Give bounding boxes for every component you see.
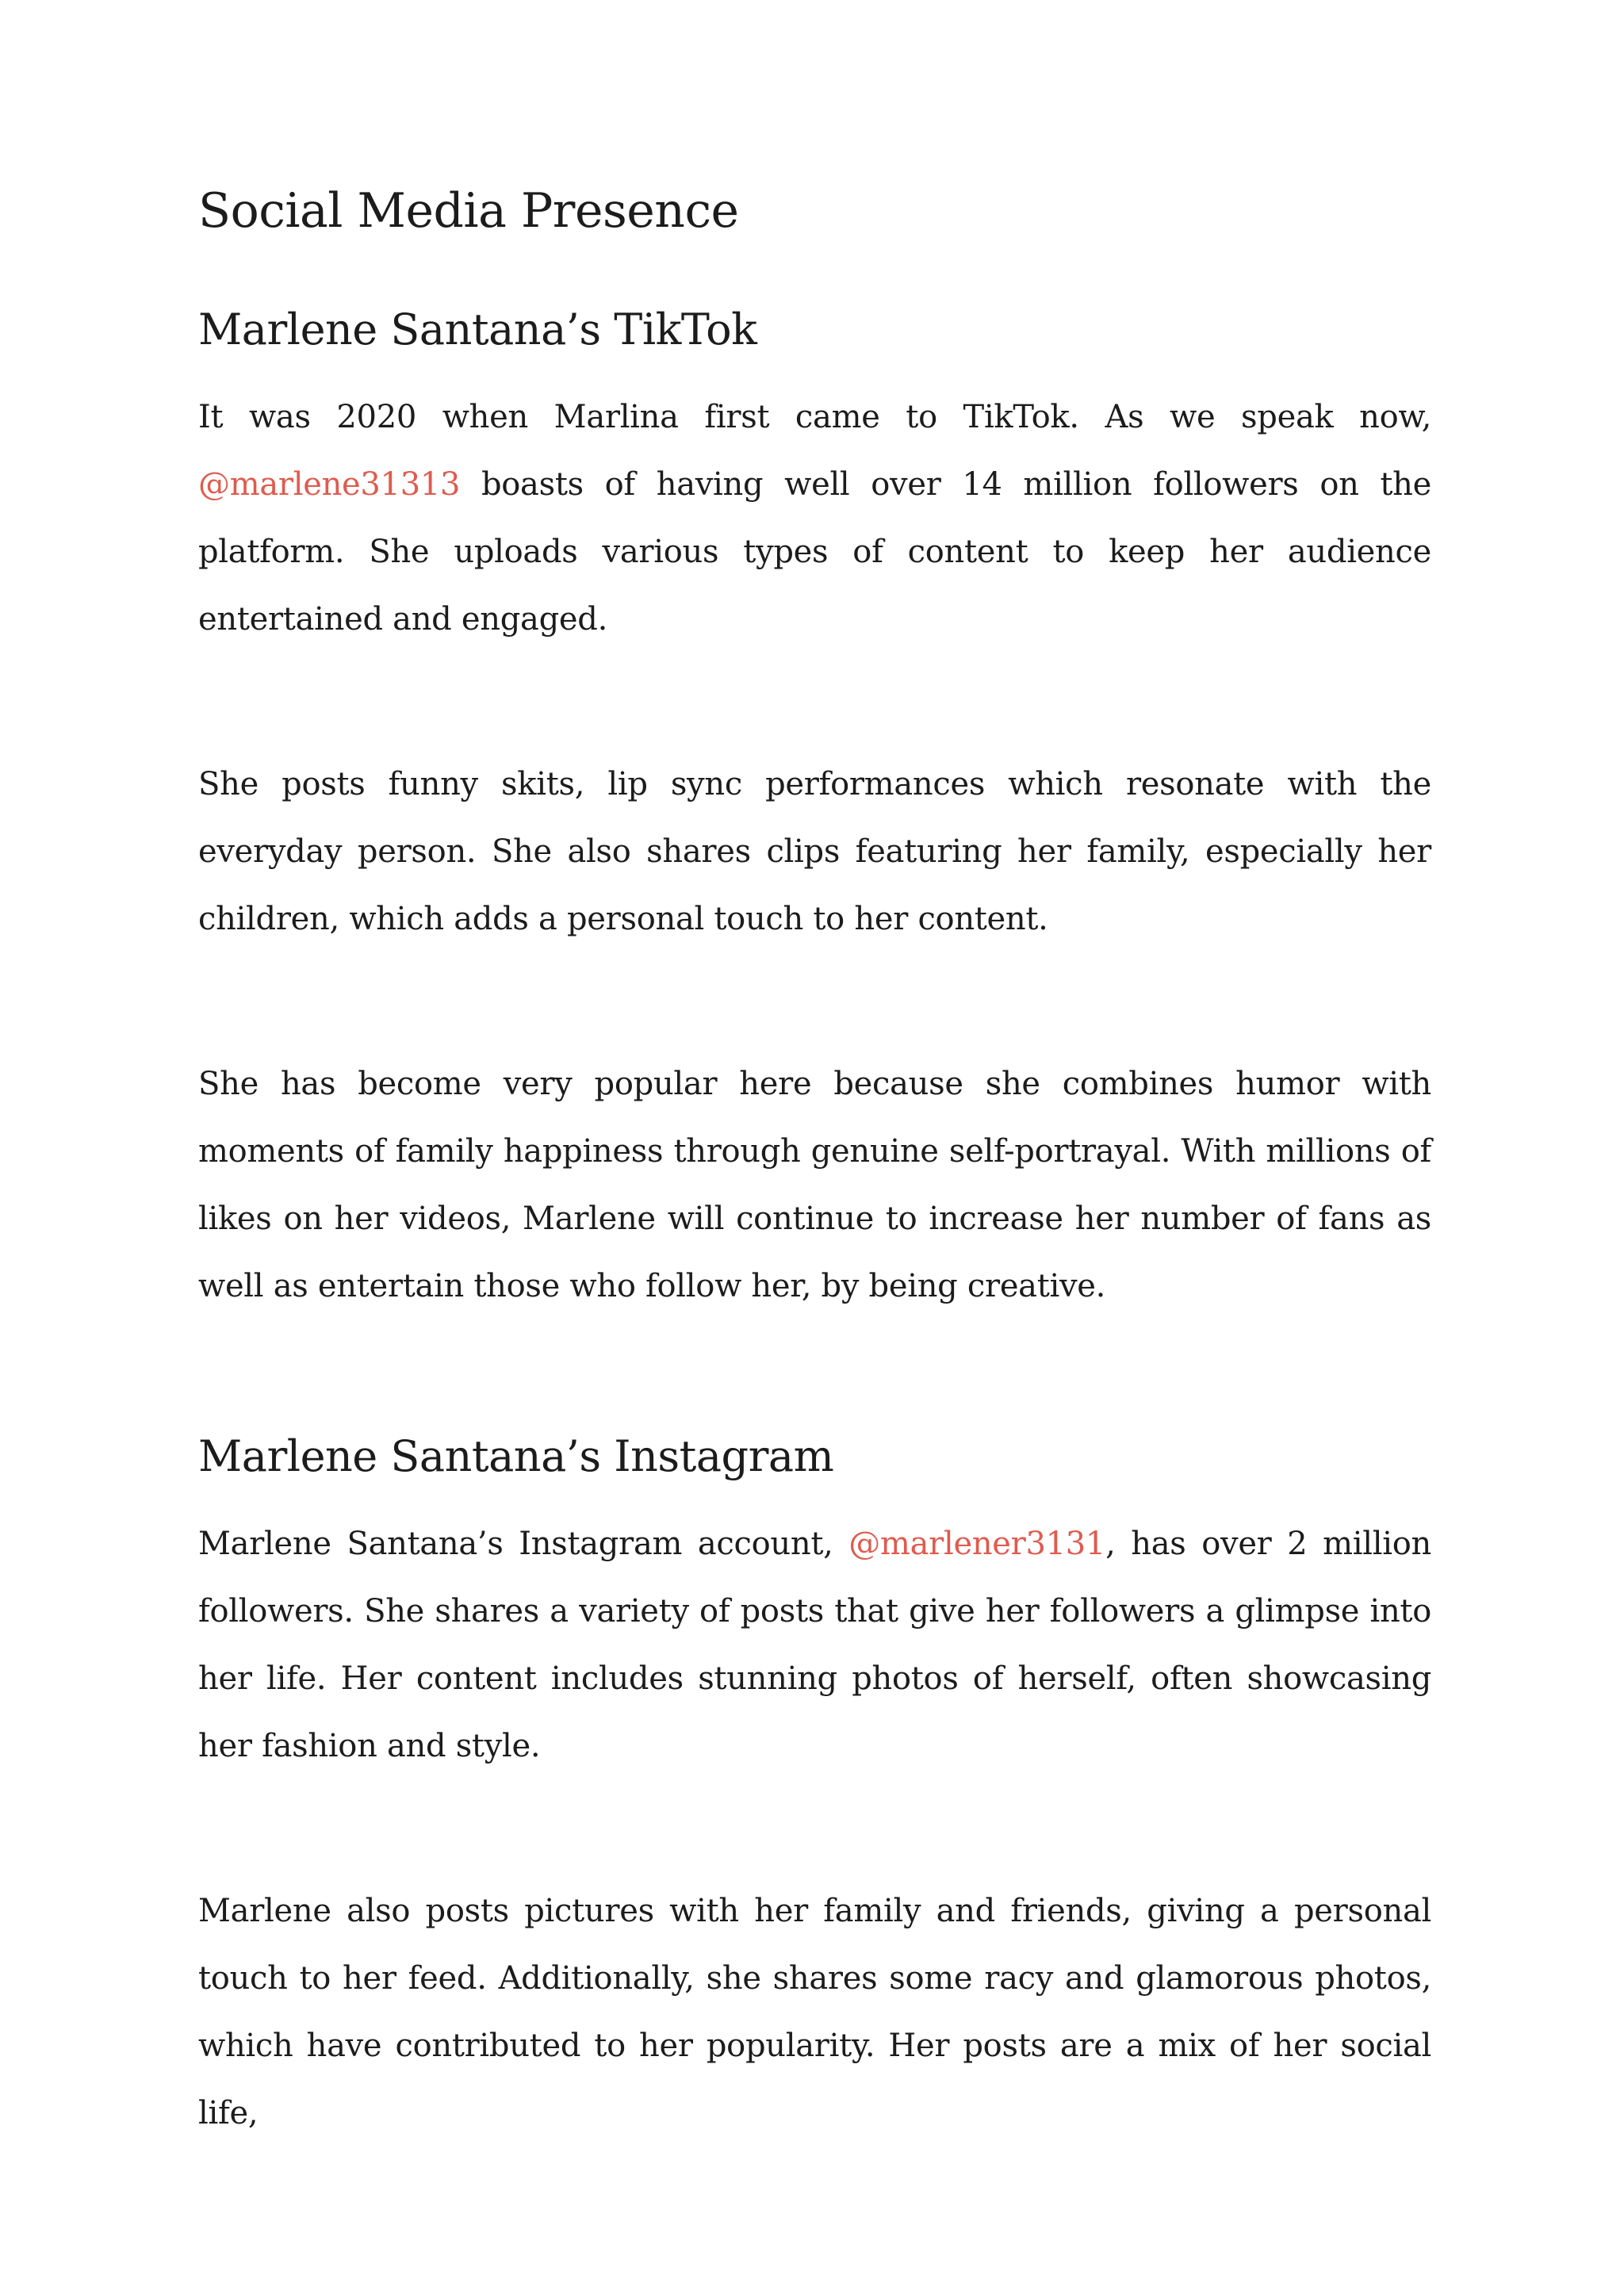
instagram-handle-link[interactable]: @marlener3131 [848, 1525, 1106, 1562]
paragraph-text: It was 2020 when Marlina first came to TikTok. As we speak now, [198, 398, 1431, 435]
instagram-paragraph-1 [198, 1511, 1431, 1780]
tiktok-paragraph-2: She posts funny skits, lip sync performances which resonate with the everyday person. She also shares clips featuring her family, especially her children, which adds a personal touch to her content. [198, 765, 1431, 937]
tiktok-paragraph-3: She has become very popular here because she combines humor with moments of family happiness through genuine self-portrayal. With millions of likes on her videos, Marlene will continue to increase her number of fans as well as entertain those who follow her, by being creative. [198, 1065, 1431, 1304]
tiktok-section [198, 304, 1431, 1320]
instagram-section [198, 1431, 1431, 2147]
document-page [198, 182, 1431, 2147]
page-title: Social Media Presence [198, 183, 739, 239]
paragraph-text: , has over 2 million followers. She shares a variety of posts that give her followers a glimpse into her life. Her content includes stunning photos of herself, often showcasing her fashion and style. [198, 1525, 1431, 1764]
tiktok-handle-link[interactable]: @marlene31313 [198, 465, 461, 503]
instagram-heading: Marlene Santana’s Instagram [198, 1430, 834, 1481]
paragraph-text: Marlene Santana’s Instagram account, [198, 1525, 849, 1562]
instagram-paragraph-2: Marlene also posts pictures with her family and friends, giving a personal touch to her feed. Additionally, she shares some racy and glamorous photos, which have contributed to her popularity. Her posts are a mix of her social life, [198, 1892, 1431, 2131]
tiktok-heading: Marlene Santana’s TikTok [198, 304, 757, 354]
paragraph-text: boasts of having well over 14 million followers on the platform. She uploads various types of content to keep her audience entertained and engaged. [198, 465, 1431, 638]
tiktok-paragraph-1 [198, 384, 1431, 653]
